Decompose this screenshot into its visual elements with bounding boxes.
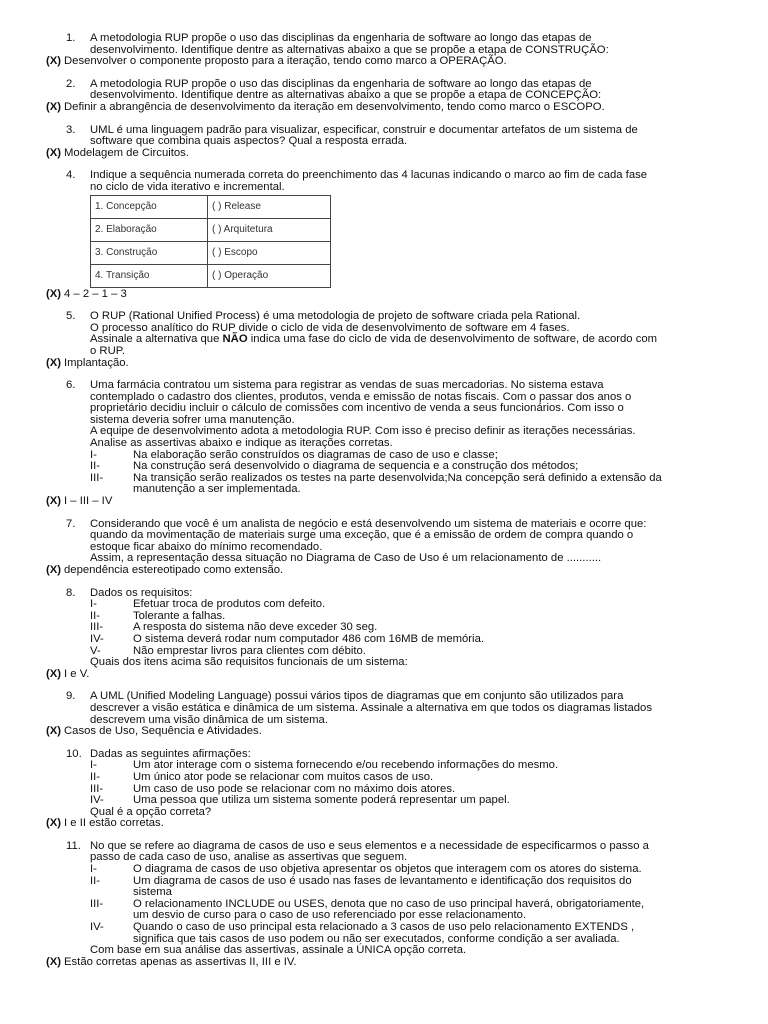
answer [0,358,768,370]
question-number: 10. [66,747,82,760]
question-text: proprietário decidiu incluir o cálculo de comissões com incentivo de venda a seus funcionários. Com isso o [90,402,624,415]
item-numeral: II- [90,770,101,783]
answer-text: Definir a abrangência de desenvolvimento da iteração em desenvolvimento, tendo como marco o ESCOPO. [64,100,605,113]
emphasis-nao: NÃO [222,333,248,346]
answer-mark: (X) [46,667,62,680]
question-text: No que se refere ao diagrama de casos de uso e seus elementos e a necessidade de especificarmos o passo a [90,839,649,852]
item-text: Um ator interage com o sistema fornecendo e/ou recebendo informações do mesmo. [133,759,559,772]
item-numeral: I- [90,448,97,461]
answer-text: I e V. [64,667,90,680]
question-text: passo de cada caso de uso, analise as assertivas que seguem. [90,851,408,864]
answer [0,818,768,830]
item-text: Efetuar troca de produtos com defeito. [133,598,326,611]
question-text: A metodologia RUP propõe o uso das disciplinas da engenharia de software ao longo das etapas de [90,32,592,44]
item-numeral: II- [90,460,101,473]
list-item [0,646,768,658]
question-number: 5. [66,310,76,323]
answer-mark: (X) [46,725,62,738]
gap-fill-table [90,195,331,288]
item-numeral: I- [90,598,97,611]
question-number: 2. [66,77,76,90]
item-text: Não emprestar livros para clientes com débito. [133,644,366,657]
item-numeral: IV- [90,794,104,807]
question-text: Com base em sua análise das assertivas, assinale a ÚNICA opção correta. [90,944,467,957]
answer-text: 4 – 2 – 1 – 3 [64,287,127,300]
answer [0,496,768,508]
answer-text: I e II estão corretas. [64,817,164,830]
question-text-part: Assinale a alternativa que [90,333,223,346]
table-cell: ( ) Arquitetura [208,218,331,241]
answer-text: Modelagem de Circuitos. [64,146,189,159]
item-text: O relacionamento INCLUDE ou USES, denota que no caso de uso principal haverá, obrigatoriamente, [133,897,645,910]
item-numeral: II- [90,609,101,622]
table-cell: ( ) Escopo [208,241,331,264]
item-text: Um único ator pode se relacionar com muitos casos de uso. [133,770,434,783]
question-10 [0,749,768,830]
question-number: 9. [66,690,76,703]
question-text: O processo analítico do RUP divide o ciclo de vida de desenvolvimento de software em 4 fases. [90,321,570,334]
question-3 [0,125,768,160]
question-text: desenvolvimento. Identifique dentre as alternativas abaixo a que se propõe a etapa de CONSTRUÇÃO: [90,43,609,56]
question-text: A UML (Unified Modeling Language) possui vários tipos de diagramas que em conjunto são utilizados para [90,690,624,703]
table-row [91,264,331,287]
question-11 [0,841,768,969]
question-text: Analise as assertivas abaixo e indique as iterações corretas. [90,437,393,450]
question-number: 4. [66,169,76,182]
answer [0,669,768,681]
item-text-continued: um desvio de curso para o caso de uso referenciado por esse relacionamento. [133,909,527,922]
item-text: Na transição serão realizados os testes na parte desenvolvida;Na concepção será definido a extensão da [133,471,662,484]
question-text-part: indica uma fase do ciclo de vida de desenvolvimento de software, de acordo com [247,333,658,346]
answer-text: I – III – IV [64,495,113,508]
question-text: software que combina quais aspectos? Qual a resposta errada. [90,135,408,148]
question-4 [0,170,768,300]
item-numeral: I- [90,863,97,876]
answer-text: Implantação. [64,356,129,369]
table-cell: 2. Elaboração [91,218,208,241]
table-row [91,218,331,241]
question-number: 7. [66,517,76,530]
question-text: A equipe de desenvolvimento adota a metodologia RUP. Com isso é preciso definir as iterações necessárias. [90,425,636,438]
answer-text: dependência estereotipado como extensão. [64,564,284,576]
item-text: Um diagrama de casos de uso é usado nas fases de levantamento e identificação dos requisitos do [133,874,632,887]
list-item [0,922,768,934]
item-text: A resposta do sistema não deve exceder 30 seg. [133,621,378,634]
question-text: descrevem uma visão dinâmica de um sistema. [90,713,328,726]
item-numeral: I- [90,759,97,772]
item-numeral: III- [90,471,104,484]
question-text: Qual é a opção correta? [90,805,212,818]
table-cell: ( ) Release [208,195,331,218]
table-cell: 3. Construção [91,241,208,264]
question-text: contemplado o cadastro dos clientes, produtos, venda e emissão de notas fiscais. Com o passar dos anos o [90,390,632,403]
question-5 [0,311,768,369]
answer-mark: (X) [46,146,62,159]
answer-text: Desenvolver o componente proposto para a iteração, tendo como marco a OPERAÇÃO. [64,55,507,68]
question-text: estoque ficar abaixo do mínimo recomendado. [90,540,323,553]
answer [0,148,768,160]
answer-mark: (X) [46,955,62,968]
question-8 [0,588,768,681]
question-text: Dados os requisitos: [90,586,193,599]
question-text: quando da movimentação de materiais surge uma exceção, que é a emissão de ordem de compra quando o [90,529,634,542]
question-text: UML é uma linguagem padrão para visualizar, especificar, construir e documentar artefatos de um sistema de [90,123,638,136]
item-text: Uma pessoa que utiliza um sistema somente poderá representar um papel. [133,794,510,807]
question-number: 11. [66,839,81,852]
question-2 [0,79,768,114]
answer-text: Estão corretas apenas as assertivas II, III e IV. [64,955,297,968]
answer-mark: (X) [46,356,62,369]
item-text: Na construção será desenvolvido o diagrama de sequencia e a construção dos métodos; [133,460,579,473]
answer-mark: (X) [46,495,62,508]
question-text: Dadas as seguintes afirmações: [90,747,251,760]
question-number: 6. [66,379,76,392]
question-6 [0,380,768,508]
item-numeral: III- [90,782,104,795]
table-row [91,241,331,264]
question-text: A metodologia RUP propõe o uso das disciplinas da engenharia de software ao longo das etapas de [90,77,592,90]
item-numeral: III- [90,621,104,634]
answer-mark: (X) [46,287,62,300]
list-item [0,795,768,807]
item-numeral: II- [90,874,101,887]
list-item [0,473,768,485]
answer [0,102,768,114]
answer [0,726,768,738]
item-text-continued: manutenção a ser implementada. [133,483,301,496]
question-text: Uma farmácia contratou um sistema para registrar as vendas de suas mercadorias. No sistema estava [90,379,604,392]
item-text: Na elaboração serão construídos os diagramas de caso de uso e classe; [133,448,498,461]
answer [0,565,768,577]
answer-mark: (X) [46,100,62,113]
question-number: 8. [66,586,76,599]
item-text-continued: significa que tais casos de uso podem ou não ser executados, conforme condição a ser avaliada. [133,932,620,945]
list-item [0,634,768,646]
answer [0,957,768,969]
question-text: no ciclo de vida iterativo e incremental. [90,180,285,193]
item-text: Tolerante a falhas. [133,609,226,622]
question-text: Assim, a representação dessa situação no Diagrama de Caso de Uso é um relacionamento de ........... [90,552,602,565]
table-row [91,195,331,218]
answer-mark: (X) [46,817,62,830]
question-text: descrever a visão estática e dinâmica de um sistema. Assinale a alternativa em que todos os diagramas listados [90,701,652,714]
list-item [0,611,768,623]
item-numeral: IV- [90,921,104,934]
item-text: O sistema deverá rodar num computador 486 com 16MB de memória. [133,632,484,645]
item-numeral: IV- [90,632,104,645]
question-text: Quais dos itens acima são requisitos funcionais de um sistema: [90,656,408,669]
item-text-continued: sistema [133,886,172,899]
list-item [0,599,768,611]
question-text: sistema deveria sofrer uma manutenção. [90,413,295,426]
question-text: desenvolvimento. Identifique dentre as alternativas abaixo a que se propõe a etapa de CONCEPÇÃO: [90,89,602,102]
question-text: o RUP. [90,344,125,357]
answer [0,289,768,301]
list-item [0,876,768,888]
question-number: 3. [66,123,76,136]
table-cell: 1. Concepção [91,195,208,218]
item-numeral: V- [90,644,101,657]
question-7 [0,519,768,577]
item-text: Quando o caso de uso principal esta relacionado a 3 casos de uso pelo relacionamento EXTENDS , [133,921,635,934]
question-1 [0,33,768,68]
answer-mark: (X) [46,55,62,68]
question-text: Considerando que você é um analista de negócio e está desenvolvendo um sistema de materiais e ocorre que: [90,517,647,530]
answer [0,56,768,68]
table-cell: ( ) Operação [208,264,331,287]
answer-text: Casos de Uso, Sequência e Atividades. [64,725,262,738]
answer-mark: (X) [46,564,62,576]
question-text: O RUP (Rational Unified Process) é uma metodologia de projeto de software criada pela Rational. [90,310,581,323]
table-cell: 4. Transição [91,264,208,287]
item-text: Um caso de uso pode se relacionar com no máximo dois atores. [133,782,456,795]
question-sheet [0,33,768,979]
question-text: Indique a sequência numerada correta do preenchimento das 4 lacunas indicando o marco ao fim de cada fase [90,169,648,182]
item-text: O diagrama de casos de uso objetiva apresentar os objetos que interagem com os atores do sistema. [133,863,642,876]
item-numeral: III- [90,897,104,910]
question-9 [0,691,768,737]
question-number: 1. [66,32,76,44]
